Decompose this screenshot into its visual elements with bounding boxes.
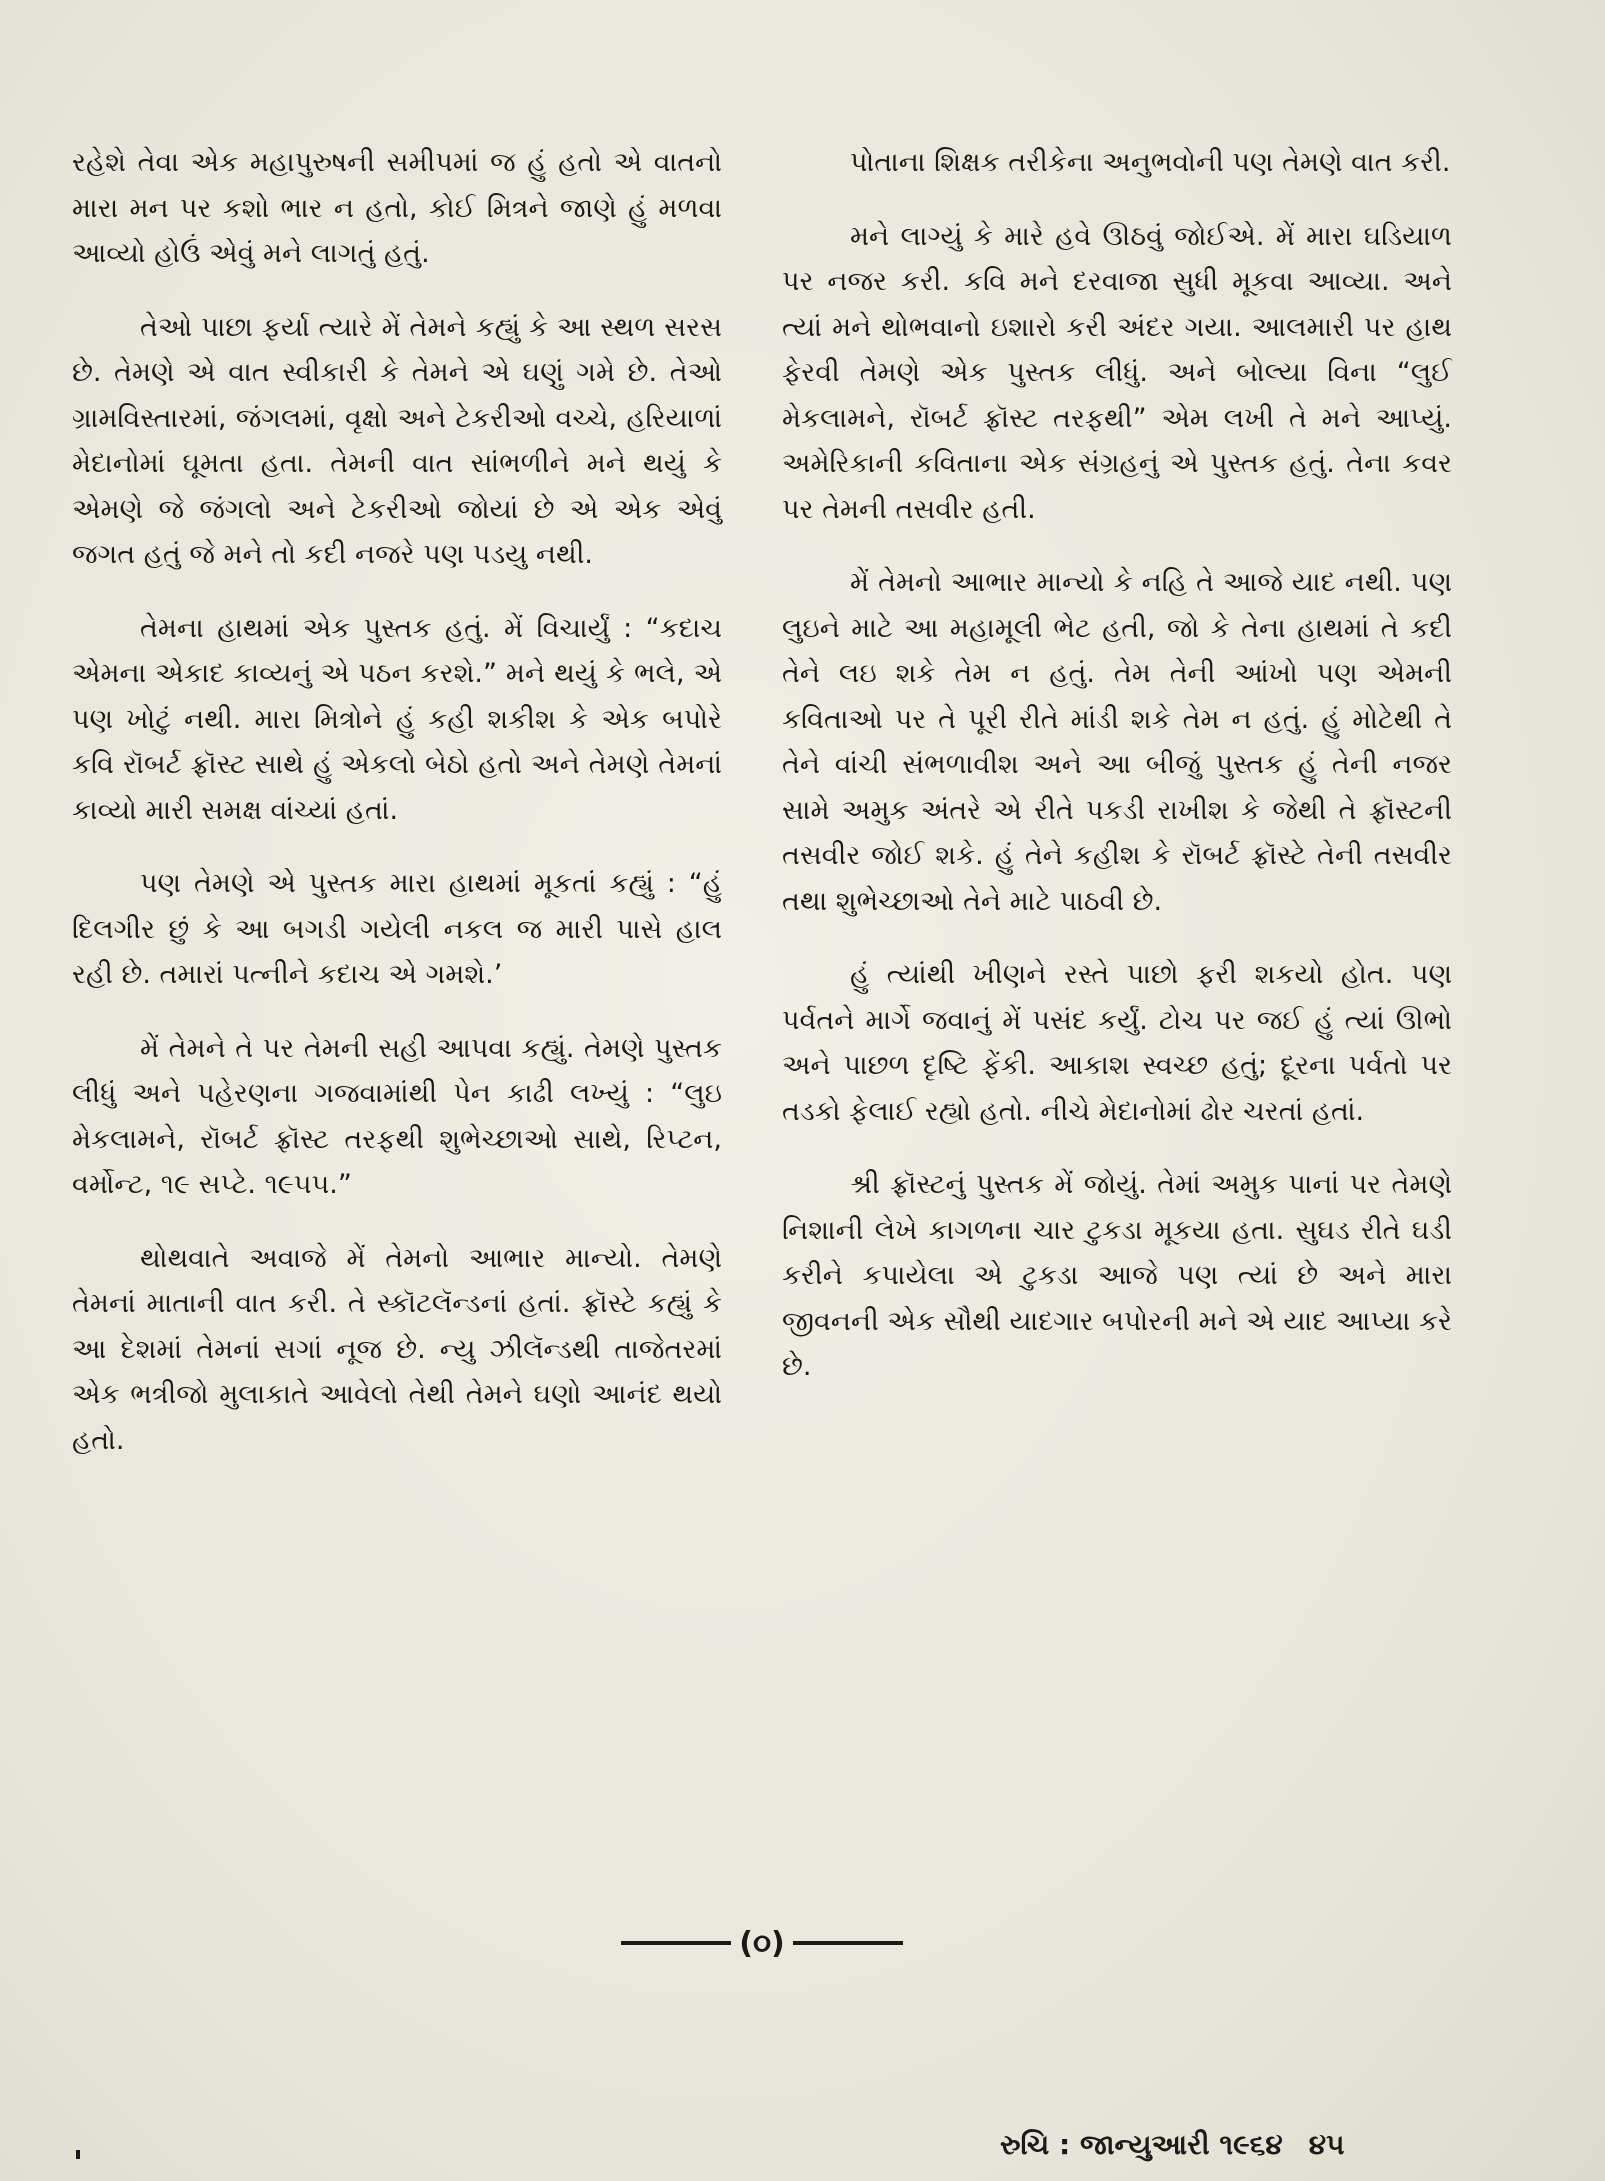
footer-running-title: રુચિ : જાન્યુઆરી ૧૯૬૪ <box>1000 2128 1283 2161</box>
right-paragraph-3: મેં તેમનો આભાર માન્યો કે નહિ તે આજે યાદ નથી. પણ લુઇને માટે આ મહામૂલી ભેટ હતી, જો કે તેના હાથમાં તે કદી તેને લઇ શકે તેમ ન હતું. તેમ તેની આંખો પણ એમની કવિતાઓ પર તે પૂરી રીતે માંડી શકે તેમ ન હતું. હું મોટેથી તે તેને વાંચી સંભળાવીશ અને આ બીજું પુસ્તક હું તેની નજર સામે અમુક અંતરે એ રીતે પકડી રાખીશ કે જેથી તે ફ્રૉસ્ટની તસવીર જોઈ શકે. હું તેને કહીશ કે રૉબર્ટ ફ્રૉસ્ટે તેની તસવીર તથા શુભેચ્છાઓ તેને માટે પાઠવી છે. <box>782 567 1452 917</box>
right-paragraph-2: મને લાગ્યું કે મારે હવે ઊઠવું જોઈએ. મેં મારા ઘડિયાળ પર નજર કરી. કવિ મને દરવાજા સુધી મૂકવા આવ્યા. અને ત્યાં મને થોભવાનો ઇશારો કરી અંદર ગયા. આલમારી પર હાથ ફેરવી તેમણે એક પુસ્તક લીધું. અને બોલ્યા વિના “લુઈ મેકલામને, રૉબર્ટ ફ્રૉસ્ટ તરફથી” એમ લખી તે મને આપ્યું. અમેરિકાની કવિતાના એક સંગ્રહનું એ પુસ્તક હતું. તેના કવર પર તેમની તસવીર હતી. <box>782 220 1452 525</box>
right-paragraph-5: શ્રી ફ્રૉસ્ટનું પુસ્તક મેં જોયું. તેમાં અમુક પાનાં પર તેમણે નિશાની લેખે કાગળના ચાર ટુકડા મૂકયા હતા. સુઘડ રીતે ઘડી કરીને કપાયેલા એ ટુકડા આજે પણ ત્યાં છે અને મારા જીવનની એક સૌથી યાદગાર બપોરની મને એ યાદ આપ્યા કરે છે. <box>782 1169 1452 1382</box>
folio-ornament <box>612 1918 912 1968</box>
right-paragraph-4: હું ત્યાંથી ખીણને રસ્તે પાછો ફરી શકયો હોત. પણ પર્વતને માર્ગે જવાનું મેં પસંદ કર્યું. ટોચ પર જઈ હું ત્યાં ઊભો અને પાછળ દૃષ્ટિ ફેંકી. આકાશ સ્વચ્છ હતું; દૂરના પર્વતો પર તડકો ફેલાઈ રહ્યો હતો. નીચે મેદાનોમાં ઢોર ચરતાં હતાં. <box>782 959 1452 1127</box>
folio-rule-left <box>621 1941 731 1945</box>
left-paragraph-2: તેઓ પાછા ફર્યા ત્યારે મેં તેમને કહ્યું કે આ સ્થળ સરસ છે. તેમણે એ વાત સ્વીકારી કે તેમને એ ઘણું ગમે છે. તેઓ ગ્રામવિસ્તારમાં, જંગલમાં, વૃક્ષો અને ટેકરીઓ વચ્ચે, હરિયાળાં મેદાનોમાં ઘૂમતા હતા. તેમની વાત સાંભળીને મને થયું કે એમણે જે જંગલો અને ટેકરીઓ જોયાં છે એ એક એવું જગત હતું જે મને તો કદી નજરે પણ પડયુ નથી. <box>72 311 722 570</box>
left-column <box>72 140 722 1491</box>
left-paragraph-6: થોથવાતે અવાજે મેં તેમનો આભાર માન્યો. તેમણે તેમનાં માતાની વાત કરી. તે સ્કૉટલૅન્ડનાં હતાં. ફ્રૉસ્ટે કહ્યું કે આ દેશમાં તેમનાં સગાં નૂજ છે. ન્યુ ઝીલૅન્ડથી તાજેતરમાં એક ભત્રીજો મુલાકાતે આવેલો તેથી તેમને ઘણો આનંદ થયો હતો. <box>72 1242 722 1456</box>
left-paragraph-5: મેં તેમને તે પર તેમની સહી આપવા કહ્યું. તેમણે પુસ્તક લીધું અને પહેરણના ગજવામાંથી પેન કાઢી લખ્યું : “લુઇ મેકલામને, રૉબર્ટ ફ્રૉસ્ટ તરફથી શુભેચ્છાઓ સાથે, રિપ્ટન, વર્મોન્ટ, ૧૯ સપ્ટે. ૧૯૫૫.” <box>72 1032 722 1200</box>
print-mark <box>76 2150 80 2159</box>
folio-number: (૦) <box>739 1925 785 1961</box>
footer-page-number: ૪૫ <box>1308 2128 1345 2161</box>
left-paragraph-3: તેમના હાથમાં એક પુસ્તક હતું. મેં વિચાર્યું : “કદાચ એમના એકાદ કાવ્યનું એ પઠન કરશે.” મને થયું કે ભલે, એ પણ ખોટું નથી. મારા મિત્રોને હું કહી શકીશ કે એક બપોરે કવિ રૉબર્ટ ફ્રૉસ્ટ સાથે હું એકલો બેઠો હતો અને તેમણે તેમનાં કાવ્યો મારી સમક્ષ વાંચ્યાં હતાં. <box>72 612 722 826</box>
left-paragraph-1: રહેશે તેવા એક મહાપુરુષની સમીપમાં જ હું હતો એ વાતનો મારા મન પર કશો ભાર ન હતો, કોઈ મિત્રને જાણે હું મળવા આવ્યો હોઉં એવું મને લાગતું હતું. <box>72 147 722 269</box>
right-paragraph-1: પોતાના શિક્ષક તરીકેના અનુભવોની પણ તેમણે વાત કરી. <box>850 147 1451 178</box>
right-column <box>782 140 1452 1418</box>
left-paragraph-4: પણ તેમણે એ પુસ્તક મારા હાથમાં મૂકતાં કહ્યું : “હું દિલગીર છું કે આ બગડી ગયેલી નકલ જ મારી પાસે હાલ રહી છે. તમારાં પત્નીને કદાચ એ ગમશે.’ <box>72 868 722 990</box>
page-footer <box>1000 2128 1344 2162</box>
folio-rule-right <box>793 1941 903 1945</box>
